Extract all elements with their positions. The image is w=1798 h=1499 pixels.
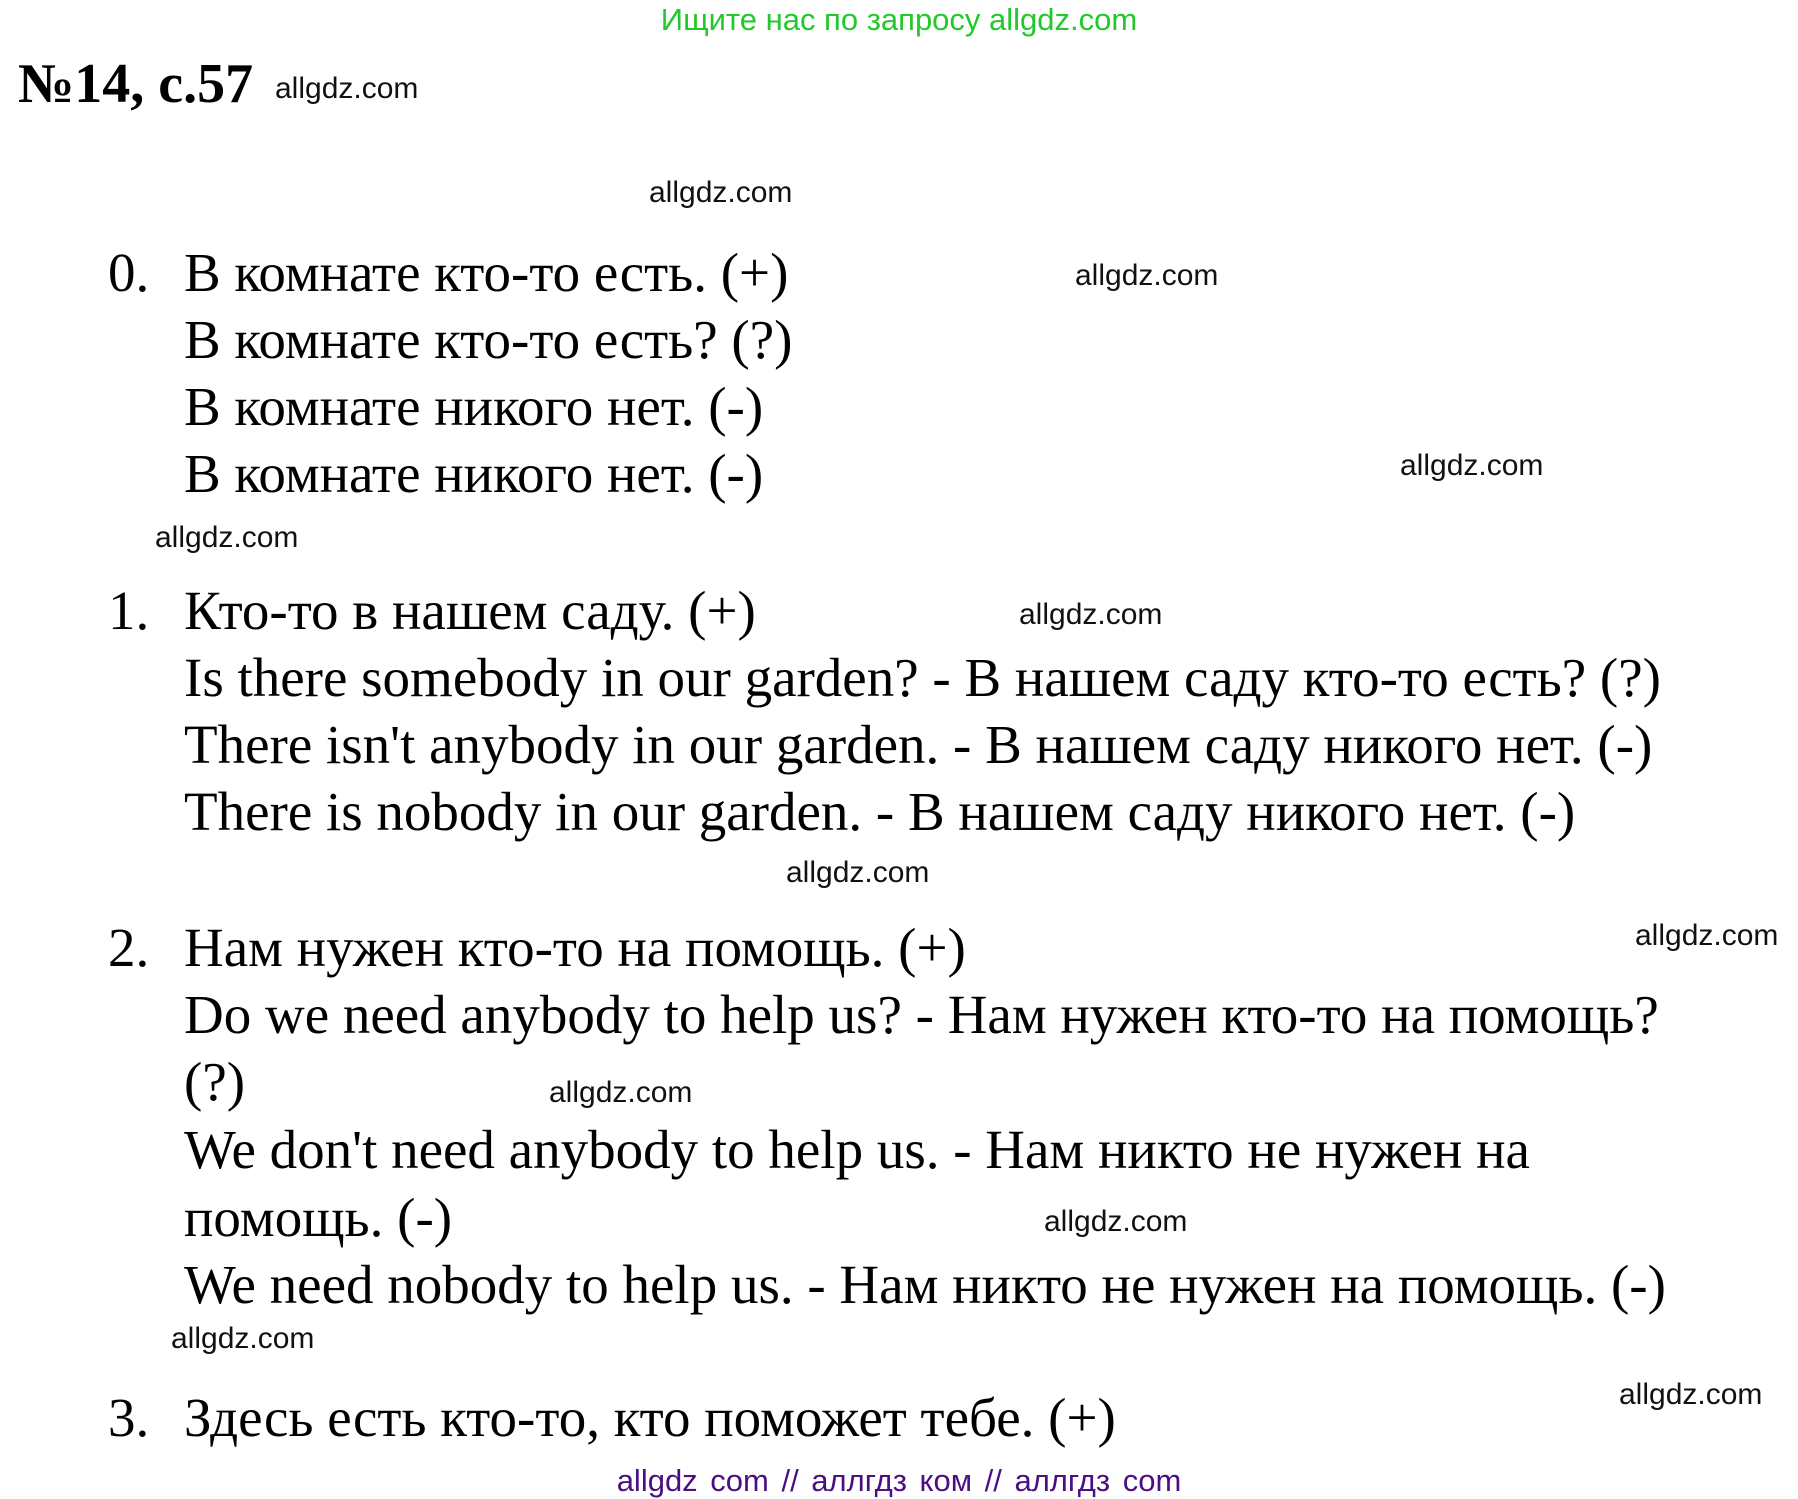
watermark: allgdz.com bbox=[1619, 1378, 1763, 1411]
answer-line: В комнате никого нет. (-) bbox=[184, 376, 764, 437]
item-number: 2. bbox=[108, 917, 150, 978]
watermark: allgdz.com bbox=[1635, 919, 1779, 952]
answer-line: There is nobody in our garden. - В нашем саду никого нет. (-) bbox=[184, 781, 1576, 842]
answer-line: помощь. (-) bbox=[184, 1187, 453, 1248]
answer-line: Кто-то в нашем саду. (+) bbox=[184, 580, 756, 641]
answer-line: Is there somebody in our garden? - В нашем саду кто-то есть? (?) bbox=[184, 647, 1661, 708]
answer-line: Здесь есть кто-то, кто поможет тебе. (+) bbox=[184, 1387, 1116, 1448]
site-footer-banner: allgdz com // аллгдз ком // аллгдз com bbox=[616, 1463, 1182, 1498]
answer-line: Do we need anybody to help us? - Нам нужен кто-то на помощь? bbox=[184, 984, 1659, 1045]
watermark: allgdz.com bbox=[786, 856, 930, 889]
item-number: 3. bbox=[108, 1387, 150, 1448]
answer-line: (?) bbox=[184, 1051, 246, 1112]
answer-line: We need nobody to help us. - Нам никто не нужен на помощь. (-) bbox=[184, 1254, 1666, 1315]
watermark: allgdz.com bbox=[649, 176, 793, 209]
item-number: 1. bbox=[108, 580, 150, 641]
watermark: allgdz.com bbox=[1075, 259, 1219, 292]
answer-line: Нам нужен кто-то на помощь. (+) bbox=[184, 917, 966, 978]
watermark: allgdz.com bbox=[275, 72, 419, 105]
page-title: №14, с.57 bbox=[18, 53, 254, 115]
answer-line: В комнате никого нет. (-) bbox=[184, 443, 764, 504]
watermark: allgdz.com bbox=[155, 521, 299, 554]
answer-line: We don't need anybody to help us. - Нам никто не нужен на bbox=[184, 1119, 1530, 1180]
watermark: allgdz.com bbox=[549, 1076, 693, 1109]
search-banner: Ищите нас по запросу allgdz.com bbox=[660, 2, 1138, 37]
answer-line: There isn't anybody in our garden. - В нашем саду никого нет. (-) bbox=[184, 714, 1653, 775]
answer-line: В комнате кто-то есть. (+) bbox=[184, 242, 789, 303]
watermark: allgdz.com bbox=[1044, 1205, 1188, 1238]
answer-line: В комнате кто-то есть? (?) bbox=[184, 309, 793, 370]
watermark: allgdz.com bbox=[171, 1322, 315, 1355]
watermark: allgdz.com bbox=[1400, 449, 1544, 482]
watermark: allgdz.com bbox=[1019, 598, 1163, 631]
item-number: 0. bbox=[108, 242, 150, 303]
